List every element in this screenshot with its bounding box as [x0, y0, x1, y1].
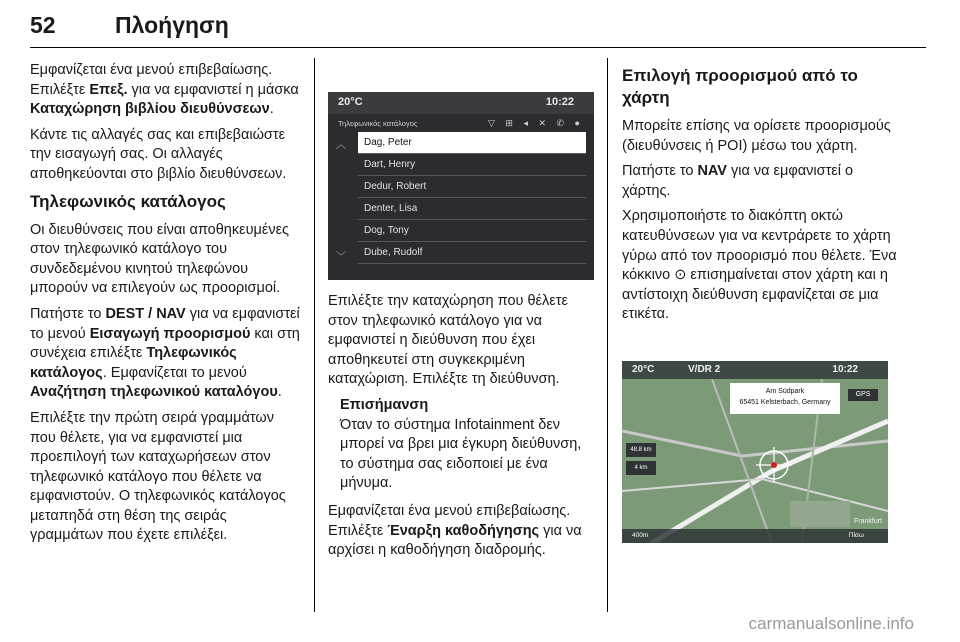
watermark: carmanualsonline.info — [748, 614, 914, 633]
address-city: 65451 Kelsterbach, Germany — [739, 399, 831, 406]
distance-badge: 48.8 km — [626, 443, 656, 457]
distance-badge: 4 km — [626, 461, 656, 475]
status-bar — [328, 92, 594, 114]
map-place-label: Frankfurt — [853, 518, 882, 525]
note-text: Όταν το σύστημα Infotainment δεν μπορεί να βρει μια έγκυρη διεύθυνση, το σύστημα σας ειδοποιεί με ένα μήνυμα. — [340, 416, 582, 492]
column-3 — [622, 61, 902, 331]
temperature: 20°C — [338, 96, 363, 108]
column-1 — [30, 61, 302, 552]
screen-subtitle-bar — [338, 116, 584, 132]
scale-indicator: 400m — [632, 532, 649, 539]
map-title: V/DR 2 — [688, 364, 721, 375]
paragraph: Οι διευθύνσεις που είναι αποθηκευμένες στον τηλεφωνικό κατάλογο του συνδεδεμένου κινητού τηλεφώνου μπορούν να επιλεγούν ως προορισμοί. — [30, 221, 290, 297]
page-number: 52 — [30, 12, 56, 38]
column-2 — [328, 292, 596, 567]
temperature: 20°C — [632, 364, 655, 375]
paragraph: Επιλέξτε την καταχώρηση που θέλετε στον τηλεφωνικό κατάλογο για να εμφανιστεί η διεύθυνση που έχει αποθηκευτεί στη συγκεκριμένη καταχώριση. Επιλέξτε τη διεύθυνση. — [328, 293, 568, 388]
clock: 10:22 — [545, 96, 574, 108]
status-icons: ▽ ⊞ ◂ ✕ ✆ ● — [487, 118, 584, 128]
phonebook-screenshot — [328, 92, 594, 280]
list-item[interactable]: Dog, Tony — [358, 220, 586, 242]
paragraph: Πατήστε το NAV για να εμφανιστεί ο χάρτης. — [622, 163, 854, 199]
page-title: Πλοήγηση — [115, 12, 229, 38]
clock: 10:22 — [832, 364, 858, 375]
back-button[interactable]: Πίσω — [848, 532, 864, 539]
address-street: Am Südpark — [765, 388, 805, 395]
paragraph: Πατήστε το DEST / NAV για να εμφανιστεί το μενού Εισαγωγή προορισμού και στη συνέχεια επιλέξτε Τηλεφωνικός κατάλογος. Εμφανίζεται το μενού Αναζήτηση τηλεφωνικού καταλόγου. — [30, 305, 300, 401]
section-heading: Τηλεφωνικός κατάλογος — [30, 191, 226, 211]
paragraph: Επιλέξτε την πρώτη σειρά γραμμάτων που θέλετε, για να εμφανιστεί μια προεπιλογή των καταχωρήσεων στον τηλεφωνικό κατάλογο που θέλετε να εμφανιστούν. Ο τηλεφωνικός κατάλογος μεταπηδά στη θέση της σειράς γραμμάτων που έχετε επιλέξει. — [30, 409, 286, 544]
address-label — [730, 383, 840, 414]
paragraph: Εμφανίζεται ένα μενού επιβεβαίωσης. Επιλέξτε Επεξ. για να εμφανιστεί η μάσκα Καταχώρηση βιβλίου διευθύνσεων. — [30, 62, 299, 118]
phonebook-list — [358, 132, 586, 264]
header-rule — [30, 47, 926, 48]
note-box — [328, 396, 596, 494]
paragraph: Μπορείτε επίσης να ορίσετε προορισμούς (διευθύνσεις ή POI) μέσω του χάρτη. — [622, 118, 891, 154]
status-bar — [622, 361, 888, 379]
paragraph: Χρησιμοποιήστε το διακόπτη οκτώ κατευθύνσεων για να κεντράρετε το χάρτη γύρω από τον προορισμό που θέλετε. Ένα κόκκινο ⊙ επισημαίνεται στον χάρτη και η αντίστοιχη διεύθυνση εμφανίζεται σε μια ετικέτα. — [622, 208, 897, 323]
scrollbar[interactable] — [336, 136, 348, 266]
list-item[interactable]: Dube, Rudolf — [358, 242, 586, 264]
chevron-down-icon[interactable]: ﹀ — [336, 252, 346, 263]
section-heading: Επιλογή προορισμού από το χάρτη — [622, 66, 858, 107]
map-bottom-bar — [622, 529, 888, 543]
chevron-up-icon[interactable]: ︿ — [336, 140, 346, 151]
column-divider-1 — [314, 58, 315, 612]
list-item[interactable]: Dedur, Robert — [358, 176, 586, 198]
paragraph: Κάντε τις αλλαγές σας και επιβεβαιώστε την εισαγωγή σας. Οι αλλαγές αποθηκεύονται στο βιβλίο διευθύνσεων. — [30, 126, 287, 182]
gps-button[interactable]: GPS — [848, 389, 878, 401]
map-screenshot — [622, 361, 888, 543]
list-item[interactable]: Dag, Peter — [358, 132, 586, 154]
list-item[interactable]: Denter, Lisa — [358, 198, 586, 220]
column-divider-2 — [607, 58, 608, 612]
note-title: Επισήμανση — [340, 396, 429, 413]
list-item[interactable]: Dart, Henry — [358, 154, 586, 176]
page-header — [30, 6, 926, 46]
screen-subtitle: Τηλεφωνικός κατάλογος — [338, 119, 418, 128]
paragraph: Εμφανίζεται ένα μενού επιβεβαίωσης. Επιλέξτε Έναρξη καθοδήγησης για να αρχίσει η καθοδήγηση διαδρομής. — [328, 502, 582, 559]
